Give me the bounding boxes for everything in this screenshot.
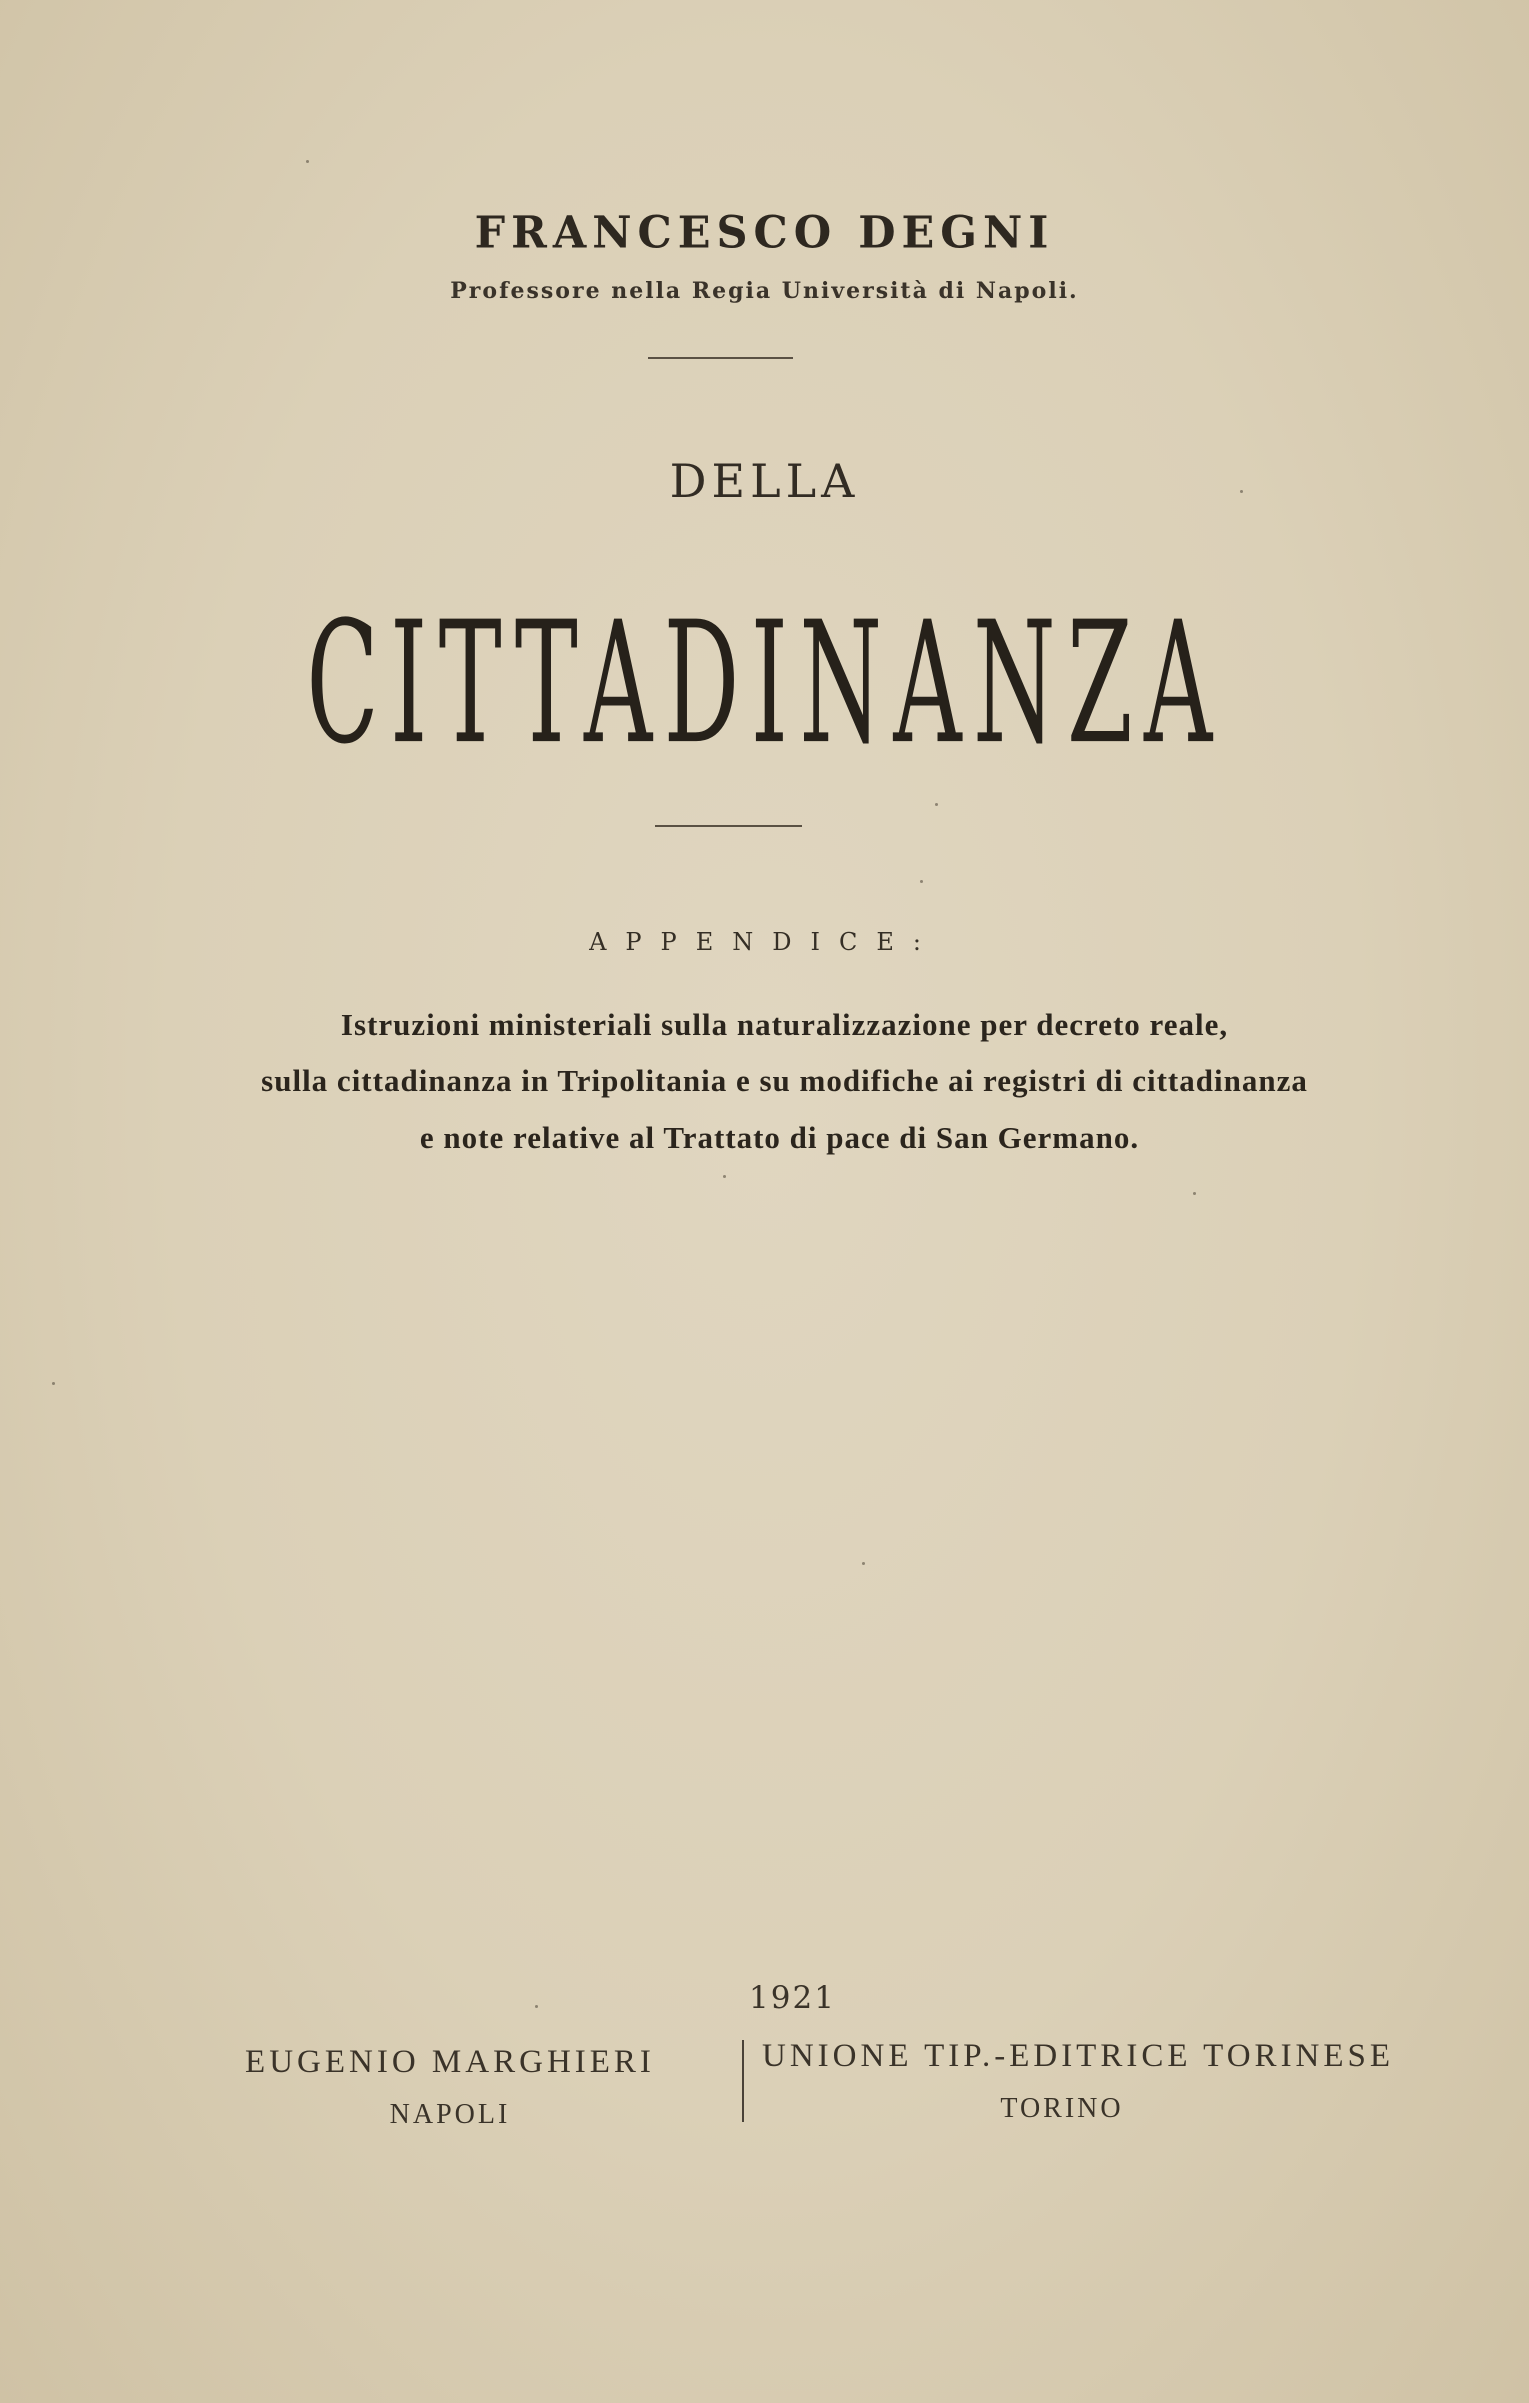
paper-speck [1193,1192,1196,1195]
paper-speck [920,880,923,883]
publisher-name: UNIONE TIP.-EDITRICE TORINESE [762,2038,1395,2074]
paper-speck [1240,490,1243,493]
publisher-divider [742,2040,744,2122]
book-title: CITTADINANZA [305,586,1224,782]
appendix-line: e note relative al Trattato di pace di San Germano. [419,1120,1140,1155]
publisher-name: EUGENIO MARGHIERI [245,2044,655,2080]
paper-speck [723,1175,726,1178]
author-name: FRANCESCO DEGNI [474,207,1055,259]
paper-speck [535,2005,538,2008]
appendix-line: Istruzioni ministeriali sulla naturalizzazione per decreto reale, [340,1007,1229,1042]
divider-rule [655,825,802,827]
publisher-city: TORINO [1000,2093,1124,2124]
publisher-right [762,2038,1395,2124]
appendix-label: APPENDICE: [589,928,940,956]
paper-speck [862,1562,865,1565]
publisher-left [180,2046,720,2129]
publication-year: 1921 [749,1980,836,2016]
appendix-line: sulla cittadinanza in Tripolitania e su modifiche ai registri di cittadinanza [261,1063,1308,1098]
title-prefix: DELLA [669,454,860,508]
paper-speck [935,803,938,806]
paper-speck [52,1382,55,1385]
paper-speck [306,160,309,163]
publisher-city: NAPOLI [389,2099,511,2130]
divider-rule [648,357,793,359]
author-affiliation: Professore nella Regia Università di Napoli. [450,278,1079,304]
